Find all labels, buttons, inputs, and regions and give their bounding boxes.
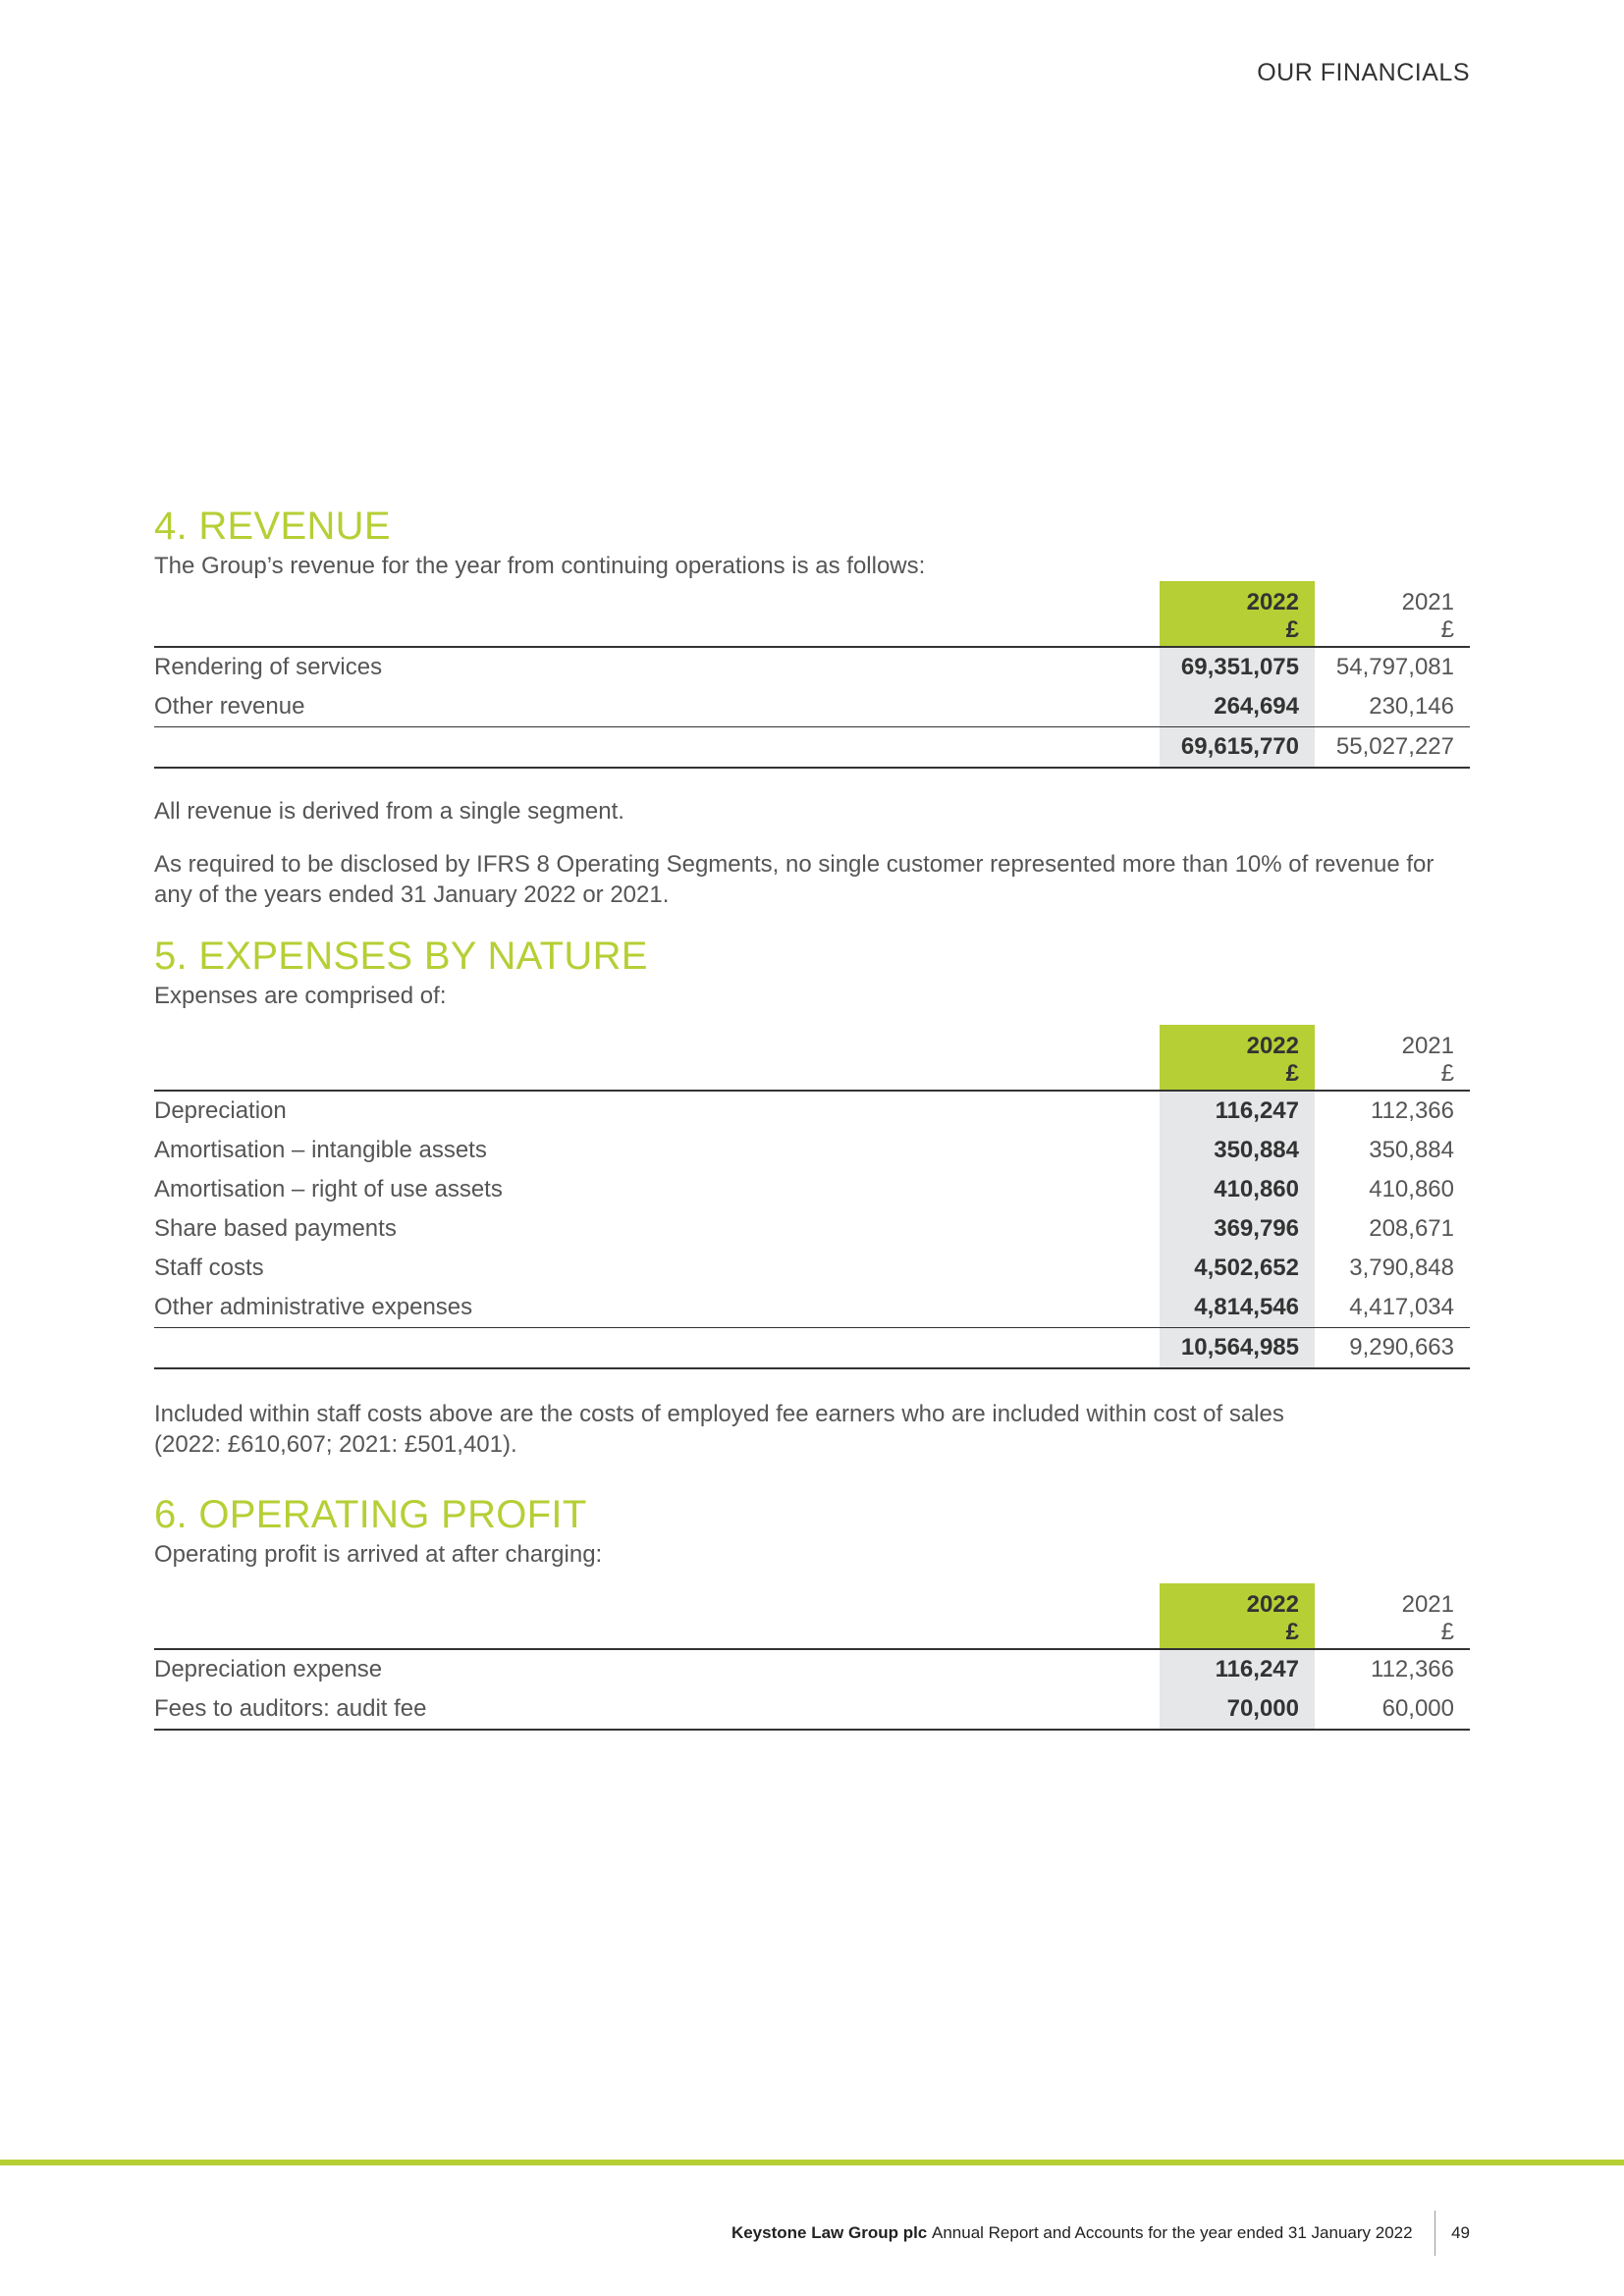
section-header: OUR FINANCIALS: [1257, 59, 1470, 86]
header-label-cell: [154, 581, 1160, 647]
value-2021: 410,860: [1369, 1176, 1454, 1202]
operating-table: [154, 1583, 1470, 1731]
footer-company: Keystone Law Group plc: [731, 2223, 928, 2242]
total-row: [154, 727, 1470, 769]
expenses-title: 5. EXPENSES BY NATURE: [154, 934, 648, 978]
value-2021: 230,146: [1315, 687, 1470, 727]
expenses-section: [154, 931, 1470, 1460]
row-label: Depreciation: [154, 1097, 287, 1124]
total-label-cell: [154, 727, 1160, 769]
col-2022-header: 2022 £: [1160, 581, 1315, 647]
expenses-table: [154, 1025, 1470, 1369]
value-2022: 369,796: [1160, 1209, 1315, 1249]
revenue-note-ifrs: As required to be disclosed by IFRS 8 Operating Segments, no single customer represented more than 10% of revenue for any of the years ended 31 January 2022 or 2021.: [154, 851, 1435, 908]
row-label: Staff costs: [154, 1255, 264, 1281]
value-2022: 70,000: [1160, 1689, 1315, 1730]
table-row: [154, 647, 1470, 687]
total-2022: 10,564,985: [1160, 1328, 1315, 1369]
value-2021: 54,797,081: [1335, 654, 1454, 680]
operating-title: 6. OPERATING PROFIT: [154, 1493, 587, 1536]
row-label: Other revenue: [154, 687, 1160, 727]
col-2022-header: 2022 £: [1160, 1583, 1315, 1649]
row-label: Amortisation – right of use assets: [154, 1176, 503, 1202]
row-label: Depreciation expense: [154, 1656, 383, 1682]
header-label-cell: [154, 1025, 1160, 1091]
value-2021: 208,671: [1369, 1215, 1454, 1242]
revenue-table: [154, 581, 1470, 769]
col-2021-header: 2021 £: [1315, 1025, 1470, 1091]
operating-section: [154, 1489, 1470, 1731]
revenue-note-segment: All revenue is derived from a single segment.: [154, 798, 624, 825]
operating-intro: Operating profit is arrived at after charging:: [154, 1541, 603, 1568]
value-2022: 116,247: [1160, 1091, 1315, 1131]
expenses-note: Included within staff costs above are the costs of employed fee earners who are included within cost of sales (2022: £610,607; 2021: £501,401).: [154, 1401, 1284, 1458]
value-2021: 350,884: [1369, 1137, 1454, 1163]
total-2021: 55,027,227: [1315, 727, 1470, 769]
table-row: [154, 1288, 1470, 1328]
page-footer: [731, 2211, 1470, 2256]
total-label-cell: [154, 1328, 1160, 1369]
footer-divider: [1435, 2211, 1436, 2256]
value-2021: 3,790,848: [1349, 1255, 1454, 1281]
table-row: [154, 1689, 1470, 1730]
table-header-row: [154, 581, 1470, 647]
row-label: Rendering of services: [154, 654, 383, 680]
table-row: [154, 687, 1470, 727]
value-2022: 410,860: [1160, 1170, 1315, 1209]
table-row: [154, 1091, 1470, 1131]
value-2022: 264,694: [1160, 687, 1315, 727]
table-header-row: [154, 1583, 1470, 1649]
revenue-title: 4. REVENUE: [154, 505, 391, 548]
value-2022: 4,502,652: [1160, 1249, 1315, 1288]
table-row: [154, 1170, 1470, 1209]
row-label: Share based payments: [154, 1215, 397, 1242]
col-2022-header: 2022 £: [1160, 1025, 1315, 1091]
revenue-intro: The Group’s revenue for the year from continuing operations is as follows:: [154, 553, 926, 579]
table-header-row: [154, 1025, 1470, 1091]
footer-accent-rule: [0, 2160, 1624, 2165]
total-row: [154, 1328, 1470, 1369]
value-2021: 4,417,034: [1315, 1288, 1470, 1328]
col-2021-header: 2021 £: [1315, 1583, 1470, 1649]
value-2022: 116,247: [1160, 1649, 1315, 1689]
row-label: Other administrative expenses: [154, 1288, 1160, 1328]
total-2021: 9,290,663: [1315, 1328, 1470, 1369]
row-label: Amortisation – intangible assets: [154, 1137, 487, 1163]
table-row: [154, 1209, 1470, 1249]
revenue-section: [154, 501, 1470, 910]
value-2021: 112,366: [1371, 1656, 1454, 1682]
value-2022: 350,884: [1160, 1131, 1315, 1170]
total-2022: 69,615,770: [1160, 727, 1315, 769]
value-2022: 69,351,075: [1160, 647, 1315, 687]
footer-report-title: Annual Report and Accounts for the year ended 31 January 2022: [932, 2223, 1413, 2242]
table-row: [154, 1131, 1470, 1170]
value-2021: 112,366: [1371, 1097, 1454, 1124]
row-label: Fees to auditors: audit fee: [154, 1689, 1160, 1730]
table-row: [154, 1649, 1470, 1689]
col-2021-header: 2021 £: [1315, 581, 1470, 647]
expenses-intro: Expenses are comprised of:: [154, 983, 447, 1009]
value-2021: 60,000: [1315, 1689, 1470, 1730]
table-row: [154, 1249, 1470, 1288]
header-label-cell: [154, 1583, 1160, 1649]
value-2022: 4,814,546: [1160, 1288, 1315, 1328]
page-number: 49: [1451, 2223, 1470, 2242]
